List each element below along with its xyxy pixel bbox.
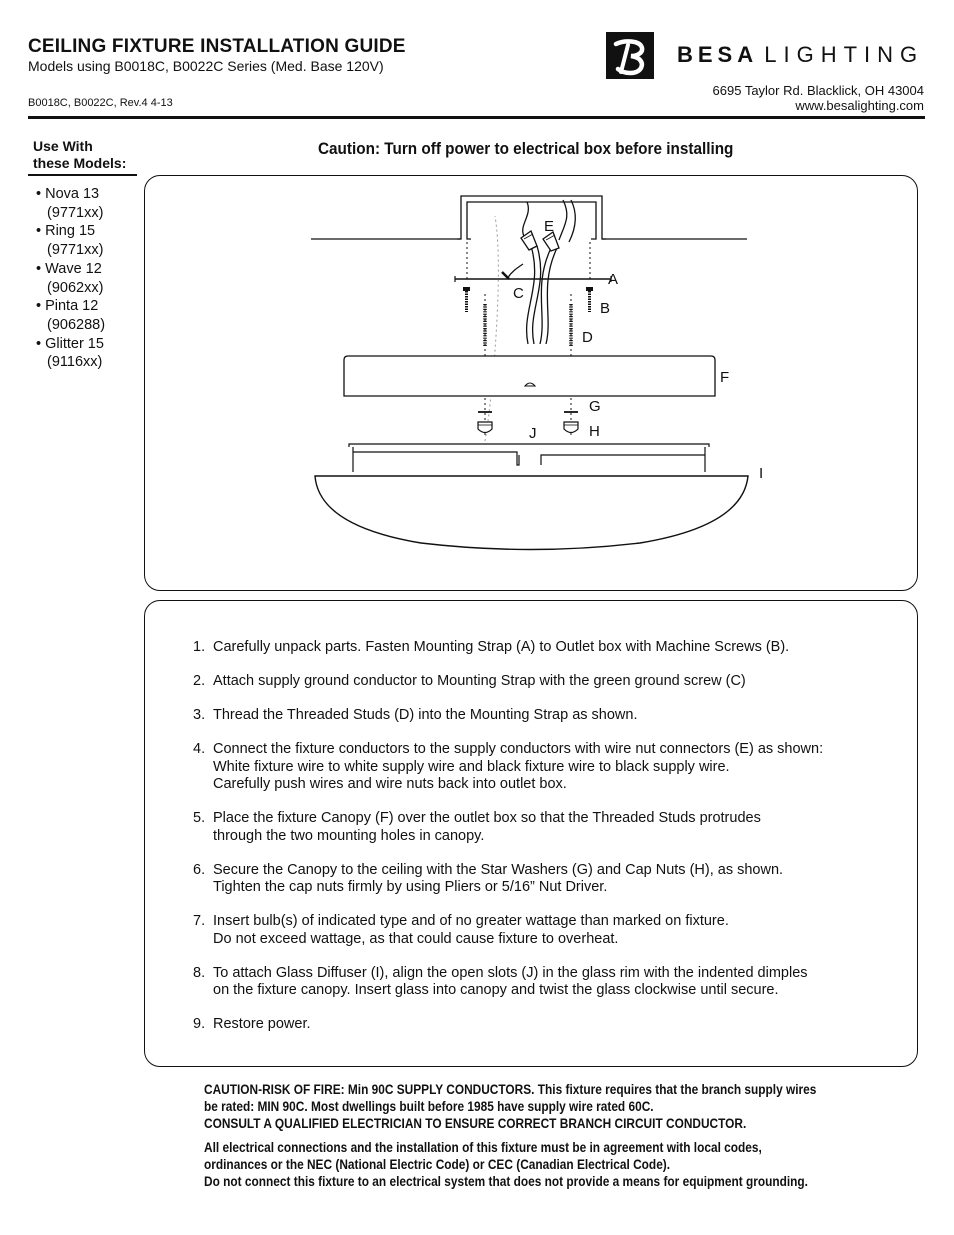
model-item xyxy=(36,222,105,259)
diagram-label-h: H xyxy=(589,423,600,440)
instruction-step xyxy=(193,673,823,691)
step-line: through the two mounting holes in canopy. xyxy=(213,827,485,844)
models-list xyxy=(36,185,105,372)
warning-line: Do not connect this fixture to an electrical system that does not provide a means for equipment grounding. xyxy=(204,1174,808,1189)
diagram-label-d: D xyxy=(582,329,593,346)
step-number: 2. xyxy=(193,673,206,689)
step-line: White fixture wire to white supply wire and black fixture wire to black supply wire. xyxy=(213,758,730,775)
page-subtitle: Models using B0018C, B0022C Series (Med. Base 120V) xyxy=(28,58,384,74)
step-line: Tighten the cap nuts firmly by using Pliers or 5/16” Nut Driver. xyxy=(213,879,608,895)
model-item xyxy=(36,297,105,334)
caution-heading: Caution: Turn off power to electrical box before installing xyxy=(318,139,734,158)
instructions-panel xyxy=(144,600,918,1067)
step-line: Place the fixture Canopy (F) over the outlet box so that the Threaded Studs protrudes xyxy=(213,810,761,826)
step-number: 1. xyxy=(193,639,206,655)
warning-line: CONSULT A QUALIFIED ELECTRICIAN TO ENSURE CORRECT BRANCH CIRCUIT CONDUCTOR. xyxy=(204,1116,747,1131)
instruction-step xyxy=(193,913,823,948)
fire-warning xyxy=(204,1081,816,1197)
step-line: Carefully push wires and wire nuts back into outlet box. xyxy=(213,776,567,792)
step-text xyxy=(213,1016,311,1034)
company-address: 6695 Taylor Rd. Blacklick, OH 43004 xyxy=(712,83,924,98)
models-heading-line1: Use With xyxy=(33,138,93,154)
step-line: Do not exceed wattage, as that could cause fixture to overheat. xyxy=(213,930,619,947)
step-number: 8. xyxy=(193,964,206,981)
warning-line: CAUTION-RISK OF FIRE: Min 90C SUPPLY CONDUCTORS. This fixture requires that the branch supply wires xyxy=(204,1082,817,1097)
warning-line: be rated: MIN 90C. Most dwellings built before 1985 have supply wire rated 60C. xyxy=(204,1099,654,1114)
step-line: Carefully unpack parts. Fasten Mounting Strap (A) to Outlet box with Machine Screws (B). xyxy=(213,639,790,655)
model-item xyxy=(36,185,105,222)
revision-number: B0018C, B0022C, Rev.4 4-13 xyxy=(28,97,173,109)
brand-logo xyxy=(677,42,924,68)
ground-screw xyxy=(502,264,523,279)
models-heading xyxy=(33,138,126,172)
diagram-label-i: I xyxy=(759,465,764,482)
diagram-label-j: J xyxy=(529,425,537,442)
fire-warning-paragraph xyxy=(204,1081,816,1132)
instruction-step xyxy=(193,707,823,725)
instruction-step xyxy=(193,639,823,657)
code-compliance-paragraph xyxy=(204,1139,816,1190)
model-item xyxy=(36,260,105,297)
model-code: (9116xx) xyxy=(47,354,103,371)
fixture-canopy xyxy=(344,356,715,396)
diagram-label-f: F xyxy=(720,369,730,386)
model-name: • Glitter 15 xyxy=(36,335,104,352)
company-website: www.besalighting.com xyxy=(795,98,924,113)
diagram-label-a: A xyxy=(608,271,619,288)
instruction-step xyxy=(193,741,823,794)
model-code: (906288) xyxy=(47,316,106,333)
diagram-label-c: C xyxy=(513,285,524,302)
step-number: 3. xyxy=(193,707,206,723)
instruction-step xyxy=(193,965,823,1000)
models-heading-underline xyxy=(28,174,137,176)
step-number: 9. xyxy=(193,1016,206,1032)
step-text xyxy=(213,913,729,948)
step-line: Thread the Threaded Studs (D) into the Mounting Strap as shown. xyxy=(213,707,638,723)
installation-diagram xyxy=(145,176,919,592)
instruction-steps xyxy=(193,639,823,1050)
diagram-label-g: G xyxy=(589,398,601,415)
model-name: • Pinta 12 xyxy=(36,298,99,315)
step-text xyxy=(213,862,783,897)
model-code: (9771xx) xyxy=(47,242,104,259)
installation-diagram-panel xyxy=(144,175,918,591)
step-line: To attach Glass Diffuser (I), align the open slots (J) in the glass rim with the indented dimples xyxy=(213,964,808,981)
cap-nuts xyxy=(478,422,578,433)
instruction-step xyxy=(193,810,823,845)
step-number: 7. xyxy=(193,913,206,929)
step-line: Secure the Canopy to the ceiling with the Star Washers (G) and Cap Nuts (H), as shown. xyxy=(213,861,784,878)
model-code: (9062xx) xyxy=(47,279,104,296)
step-text xyxy=(213,639,789,657)
step-number: 5. xyxy=(193,810,206,826)
step-line: Insert bulb(s) of indicated type and of no greater wattage than marked on fixture. xyxy=(213,913,729,929)
page-title: CEILING FIXTURE INSTALLATION GUIDE xyxy=(28,36,406,57)
model-code: (9771xx) xyxy=(47,204,104,221)
step-text xyxy=(213,673,746,691)
diagram-label-b: B xyxy=(600,300,611,317)
step-text xyxy=(213,965,808,1000)
step-text xyxy=(213,810,761,845)
brand-name-light: LIGHTING xyxy=(764,42,925,67)
step-line: Connect the fixture conductors to the supply conductors with wire nut connectors (E) as shown: xyxy=(213,741,824,757)
step-line: Attach supply ground conductor to Mounting Strap with the green ground screw (C) xyxy=(213,673,746,689)
models-heading-line2: these Models: xyxy=(33,155,127,171)
model-item xyxy=(36,335,105,372)
header-divider xyxy=(28,116,925,119)
model-name: • Nova 13 xyxy=(36,186,100,202)
glass-slots xyxy=(353,452,705,465)
glass-diffuser xyxy=(315,476,748,550)
besa-logo-icon xyxy=(606,32,654,79)
model-name: • Ring 15 xyxy=(36,223,96,240)
diagram-label-e: E xyxy=(544,218,555,235)
step-text xyxy=(213,741,823,794)
instruction-step xyxy=(193,1016,823,1034)
step-text xyxy=(213,707,638,725)
step-number: 6. xyxy=(193,861,206,878)
step-line: Restore power. xyxy=(213,1016,311,1032)
warning-line: All electrical connections and the installation of this fixture must be in agreement with local codes, xyxy=(204,1140,762,1155)
brand-name-bold: BESA xyxy=(677,42,759,67)
glass-rim-top xyxy=(349,444,709,447)
instruction-step xyxy=(193,862,823,897)
step-line: on the fixture canopy. Insert glass into canopy and twist the glass clockwise until secure. xyxy=(213,982,779,998)
step-number: 4. xyxy=(193,741,206,757)
model-name: • Wave 12 xyxy=(36,260,102,277)
machine-screws xyxy=(463,287,593,312)
warning-line: ordinances or the NEC (National Electric Code) or CEC (Canadian Electrical Code). xyxy=(204,1157,671,1172)
